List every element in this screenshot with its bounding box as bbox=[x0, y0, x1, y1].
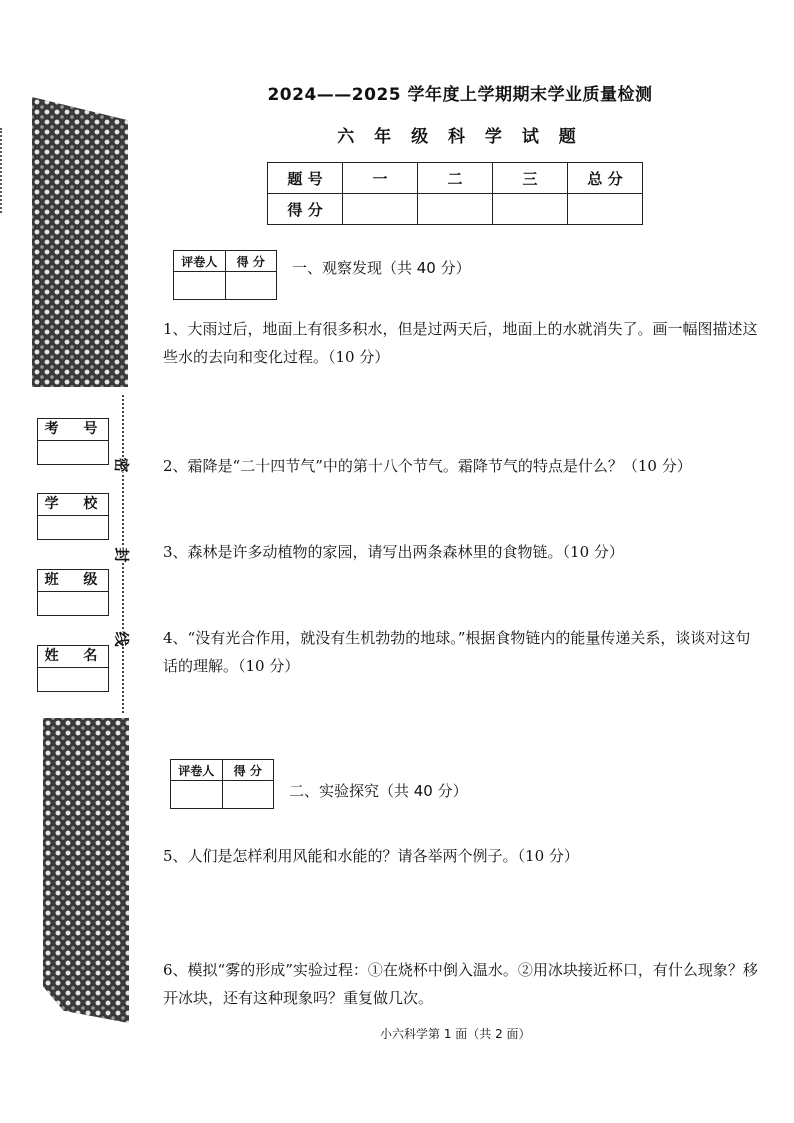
score-header-cell: 三 bbox=[493, 163, 568, 194]
seal-char-xian: 线 bbox=[112, 631, 131, 647]
class-box[interactable] bbox=[37, 569, 109, 616]
grader-name-cell[interactable] bbox=[174, 272, 226, 300]
score-header-cell: 总 分 bbox=[568, 163, 643, 194]
grader-score-label: 得 分 bbox=[225, 251, 277, 272]
score-cell[interactable] bbox=[568, 194, 643, 225]
grader-label: 评卷人 bbox=[171, 760, 223, 781]
section-2-title: 二、实验探究（共 40 分） bbox=[289, 782, 468, 800]
score-header-cell: 二 bbox=[418, 163, 493, 194]
class-label: 班 级 bbox=[38, 570, 108, 592]
question-2: 2、霜降是“二十四节气”中的第十八个节气。霜降节气的特点是什么？（10 分） bbox=[163, 457, 692, 475]
question-6: 6、模拟“雾的形成”实验过程：①在烧杯中倒入温水。②用冰块接近杯口，有什么现象？移开冰块，还有这种现象吗？重复做几次。 bbox=[163, 961, 758, 1007]
grader-box-section-1 bbox=[173, 250, 277, 300]
score-table bbox=[267, 162, 643, 225]
exam-title: 2024——2025 学年度上学期期末学业质量检测 bbox=[267, 85, 653, 105]
name-box[interactable] bbox=[37, 645, 109, 692]
question-3: 3、森林是许多动植物的家园，请写出两条森林里的食物链。（10 分） bbox=[163, 543, 624, 561]
section-1-title: 一、观察发现（共 40 分） bbox=[292, 259, 471, 277]
decorative-pattern-bottom bbox=[43, 718, 129, 1023]
question-5: 5、人们是怎样利用风能和水能的？请各举两个例子。（10 分） bbox=[163, 847, 579, 865]
score-cell[interactable] bbox=[493, 194, 568, 225]
grader-score-label: 得 分 bbox=[222, 760, 274, 781]
grader-label: 评卷人 bbox=[174, 251, 226, 272]
grader-name-cell[interactable] bbox=[171, 781, 223, 809]
decorative-pattern-top bbox=[32, 97, 128, 387]
name-label: 姓 名 bbox=[38, 646, 108, 668]
grader-score-cell[interactable] bbox=[225, 272, 277, 300]
exam-subtitle: 六 年 级 科 学 试 题 bbox=[337, 127, 583, 147]
question-4: 4、“没有光合作用，就没有生机勃勃的地球。”根据食物链内的能量传递关系，谈谈对这句话的理解。（10 分） bbox=[163, 629, 751, 675]
score-cell[interactable] bbox=[418, 194, 493, 225]
exam-number-label: 考 号 bbox=[38, 419, 108, 441]
grader-box-section-2 bbox=[170, 759, 274, 809]
question-1: 1、大雨过后，地面上有很多积水，但是过两天后，地面上的水就消失了。画一幅图描述这些水的去向和变化过程。（10 分） bbox=[163, 320, 758, 366]
seal-char-feng: 封 bbox=[112, 547, 131, 563]
page-footer: 小六科学第 1 面（共 2 面） bbox=[380, 1027, 531, 1041]
score-table-score-row bbox=[268, 194, 643, 225]
grader-score-cell[interactable] bbox=[222, 781, 274, 809]
score-table-header-row bbox=[268, 163, 643, 194]
score-cell[interactable] bbox=[343, 194, 418, 225]
exam-number-box[interactable] bbox=[37, 418, 109, 465]
score-row-label: 得 分 bbox=[268, 194, 343, 225]
score-header-cell: 题 号 bbox=[268, 163, 343, 194]
school-box[interactable] bbox=[37, 493, 109, 540]
score-header-cell: 一 bbox=[343, 163, 418, 194]
school-label: 学 校 bbox=[38, 494, 108, 516]
edge-marks bbox=[0, 128, 7, 213]
seal-char-mi: 密 bbox=[112, 457, 131, 473]
